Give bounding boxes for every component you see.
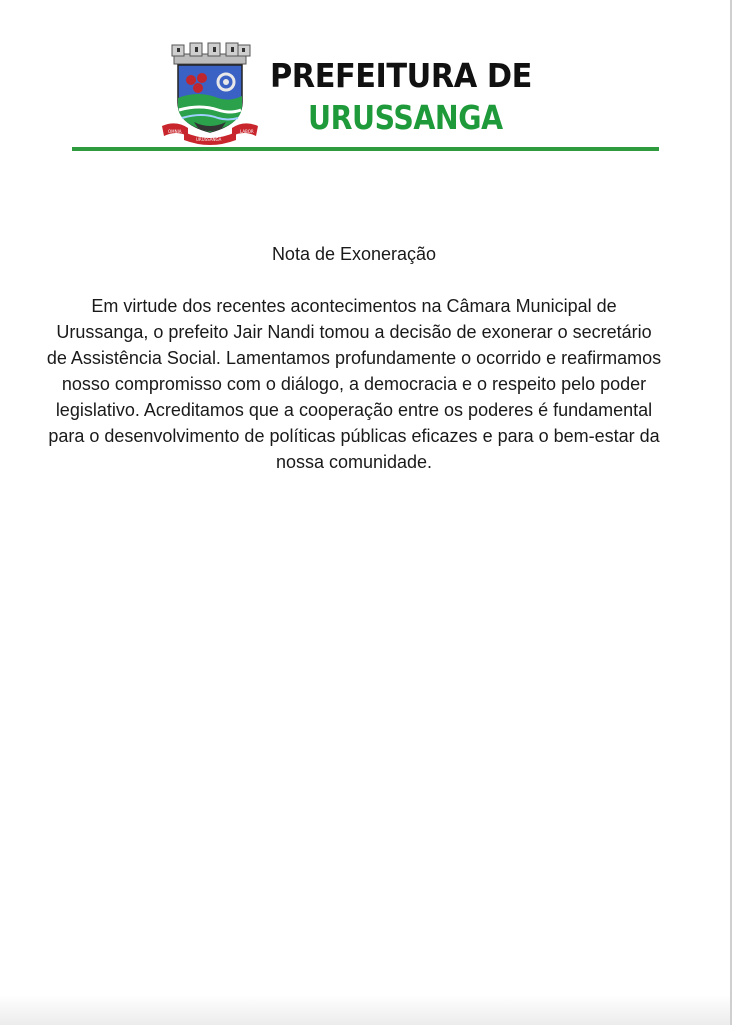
document-body: Em virtude dos recentes acontecimentos na Câmara Municipal de Urussanga, o prefeito Jair Nandi tomou a decisão de exonerar o secretário de Assistência Social. Lamentamos profundamente o ocorrido e reafirmamos nosso compromisso com o diálogo, a democracia e o respeito pelo poder legislativo. Acreditamos que a cooperação entre os poderes é fundamental para o desenvolvimento de políticas públicas eficazes e para o bem-estar da nossa comunidade. [46,296,662,472]
document-title: Nota de Exoneração [271,244,437,264]
header-divider [72,147,659,151]
svg-text:OMNIA: OMNIA [168,129,182,134]
svg-text:LABOR: LABOR [240,129,254,134]
letterhead [0,0,732,160]
coat-of-arms-icon [158,40,262,146]
brand-title-line2: URUSSANGA [308,98,503,137]
svg-text:URUSSANGA: URUSSANGA [196,137,222,142]
page-bottom-edge [0,995,732,1025]
brand-title-line1: PREFEITURA DE [270,56,532,95]
